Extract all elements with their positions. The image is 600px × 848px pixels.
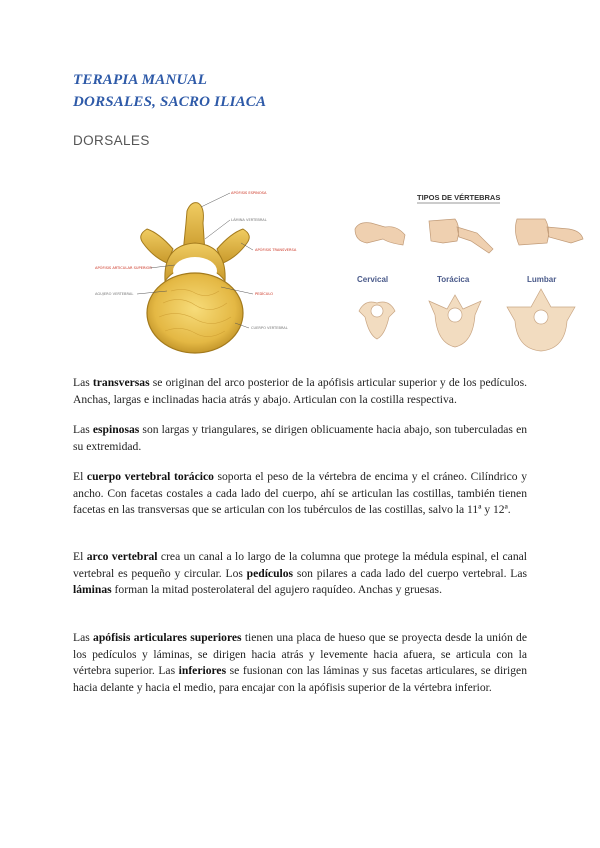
thoracic-side bbox=[429, 219, 493, 253]
types-title: TIPOS DE VÉRTEBRAS bbox=[417, 193, 501, 202]
paragraph-espinosas: Las espinosas son largas y triangulares, se dirigen oblicuamente hacia abajo, son tuberculadas en su extremidad. bbox=[73, 423, 528, 453]
paragraph-arco-vertebral: El arco vertebral crea un canal a lo largo de la columna que protege la médula espinal, el canal vertebral es pequeño y circular. Los pedículos son pilares a cada lado del cuerpo vertebral. Las láminas forman la mitad posterolateral del agujero raquídeo. Anchas y gruesas. bbox=[73, 550, 527, 596]
paragraph-transversas: Las transversas se originan del arco posterior de la apófisis articular superior y de los pedículos. Anchas, largas e inclinadas hacia atrás y abajo. Articulan con la costilla respectiva. bbox=[73, 376, 527, 406]
label-lamina: LÁMINA VERTEBRAL bbox=[231, 218, 267, 222]
vertebra-types-illustration bbox=[345, 183, 590, 360]
label-agujero: AGUJERO VERTEBRAL bbox=[95, 292, 134, 296]
document-title: TERAPIA MANUAL bbox=[73, 72, 208, 88]
label-espinosa: APÓFISIS ESPINOSA bbox=[231, 191, 267, 195]
label-articular: APÓFISIS ARTICULAR SUPERIOR bbox=[95, 266, 152, 270]
caption-lumbar: Lumbar bbox=[527, 275, 557, 284]
paragraph-cuerpo-vertebral: El cuerpo vertebral torácico soporta el peso de la vértebra de encima y el cráneo. Cilíndrico y ancho. Con facetas costales a cada lado del cuerpo, ahí se articulan las costillas, también tienen facetas en las transversas que se articulan con los tubérculos de las costillas, salvo la 11ª y 12ª. bbox=[73, 470, 528, 516]
lumbar-side bbox=[515, 219, 583, 245]
vertebra-types-figure bbox=[345, 183, 590, 360]
thoracic-vertebra-figure bbox=[55, 183, 338, 360]
vertebra-illustration bbox=[55, 183, 338, 360]
vertebral-body bbox=[147, 273, 243, 353]
label-transversa: APÓFISIS TRANSVERSA bbox=[255, 248, 297, 252]
caption-cervical: Cervical bbox=[357, 275, 389, 284]
section-heading: DORSALES bbox=[73, 133, 150, 148]
label-cuerpo: CUERPO VERTEBRAL bbox=[251, 326, 288, 330]
document-subtitle: DORSALES, SACRO ILIACA bbox=[73, 94, 267, 110]
cervical-side bbox=[355, 223, 405, 245]
label-pediculo: PEDÍCULO bbox=[255, 292, 274, 296]
paragraph-apofisis-articulares: Las apófisis articulares superiores tienen una placa de hueso que se proyecta desde la unión de los pedículos y láminas, se dirigen hacia atrás y levemente hacia afuera, se articula con la vértebra superior. Las inferiores se fusionan con las láminas y sus facetas articulares, se dirigen hacia delante y hacia el medio, para encajar con la apófisis superior de la vértebra inferior. bbox=[73, 631, 528, 694]
caption-toracica: Torácica bbox=[437, 275, 470, 284]
